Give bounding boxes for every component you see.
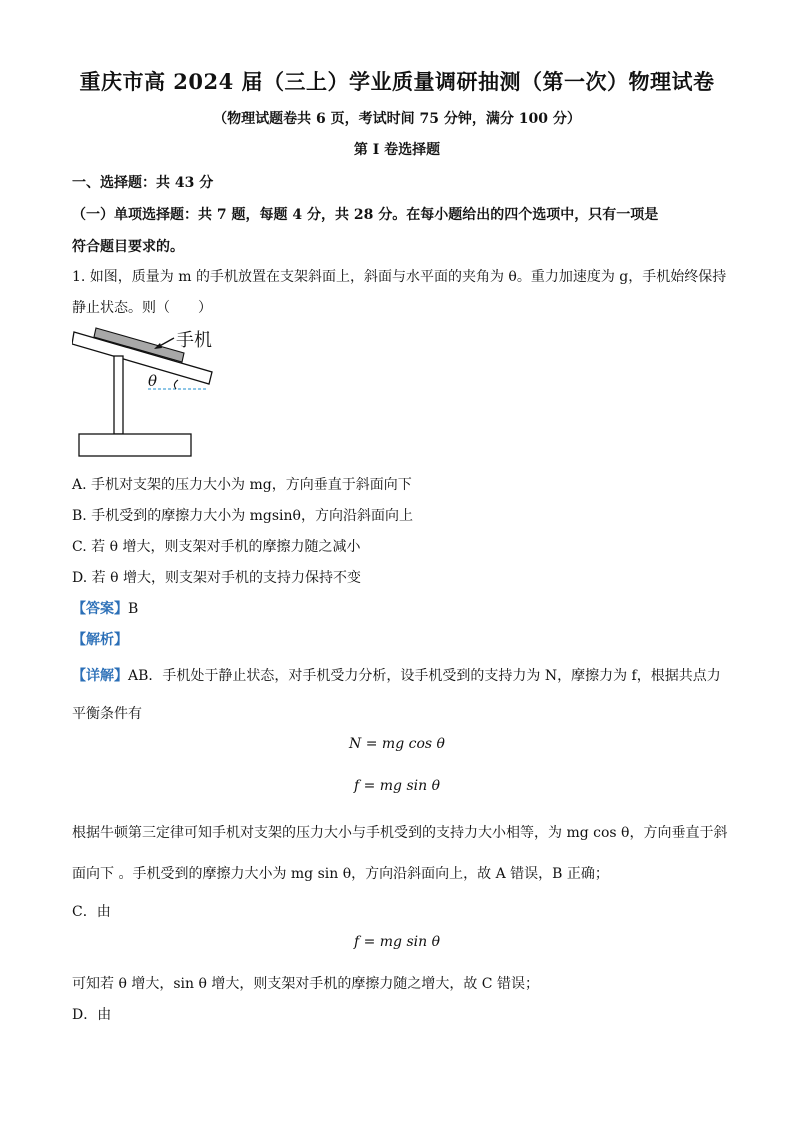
answer-value: B — [128, 601, 139, 617]
analysis-text-5: C．由 — [72, 904, 111, 920]
analysis-row — [72, 629, 128, 649]
analysis-text-1: AB．手机处于静止状态，对手机受力分析，设手机受到的支持力为 N，摩擦力为 f，根据共点力 — [128, 668, 721, 684]
analysis-text-6: 可知若 θ 增大，sin θ 增大，则支架对手机的摩擦力随之增大，故 C 错误； — [72, 976, 539, 992]
page-title: 重庆市高 2024 届（三上）学业质量调研抽测（第一次）物理试卷 — [79, 69, 715, 94]
section-title: 第 I 卷选择题 — [353, 142, 441, 158]
part-subheading-line1: （一）单项选择题：共 7 题，每题 4 分，共 28 分。在每小题给出的四个选项中，只有一项是 — [72, 207, 659, 223]
question-text-line2: 静止状态。则（ ） — [72, 300, 212, 316]
figure-label-phone: 手机 — [176, 330, 212, 351]
answer-row — [72, 598, 138, 618]
equation-friction: f = mg sin θ — [353, 778, 441, 794]
part-heading: 一、选择题：共 43 分 — [72, 175, 214, 191]
analysis-label: 【解析】 — [72, 632, 128, 648]
part-subheading-line2: 符合题目要求的。 — [72, 239, 184, 255]
stand-base — [79, 434, 191, 456]
figure-label-angle: θ — [148, 372, 158, 390]
equation-friction-repeat: f = mg sin θ — [353, 934, 441, 950]
option-d: D. 若 θ 增大，则支架对手机的支持力保持不变 — [72, 570, 361, 586]
answer-label: 【答案】 — [72, 601, 128, 617]
detail-label: 【详解】 — [72, 668, 128, 684]
analysis-paragraph-1 — [72, 665, 721, 685]
analysis-text-2: 平衡条件有 — [72, 706, 142, 722]
angle-arc — [174, 380, 178, 389]
page-subtitle: （物理试题卷共 6 页，考试时间 75 分钟，满分 100 分） — [213, 111, 581, 127]
question-text-line1: 1. 如图，质量为 m 的手机放置在支架斜面上，斜面与水平面的夹角为 θ。重力加速度为 g，手机始终保持 — [72, 269, 727, 285]
option-b: B. 手机受到的摩擦力大小为 mgsinθ，方向沿斜面向上 — [72, 508, 413, 524]
analysis-text-7: D．由 — [72, 1007, 112, 1023]
analysis-text-4: 面向下 。手机受到的摩擦力大小为 mg sin θ，方向沿斜面向上，故 A 错误，B 正确； — [72, 866, 609, 882]
stand-post — [114, 356, 123, 434]
option-a: A. 手机对支架的压力大小为 mg，方向垂直于斜面向下 — [72, 477, 412, 493]
analysis-text-3: 根据牛顿第三定律可知手机对支架的压力大小与手机受到的支持力大小相等，为 mg cos θ，方向垂直于斜 — [72, 825, 728, 841]
equation-normal-force: N = mg cos θ — [349, 736, 445, 752]
option-c: C. 若 θ 增大，则支架对手机的摩擦力随之减小 — [72, 539, 361, 555]
